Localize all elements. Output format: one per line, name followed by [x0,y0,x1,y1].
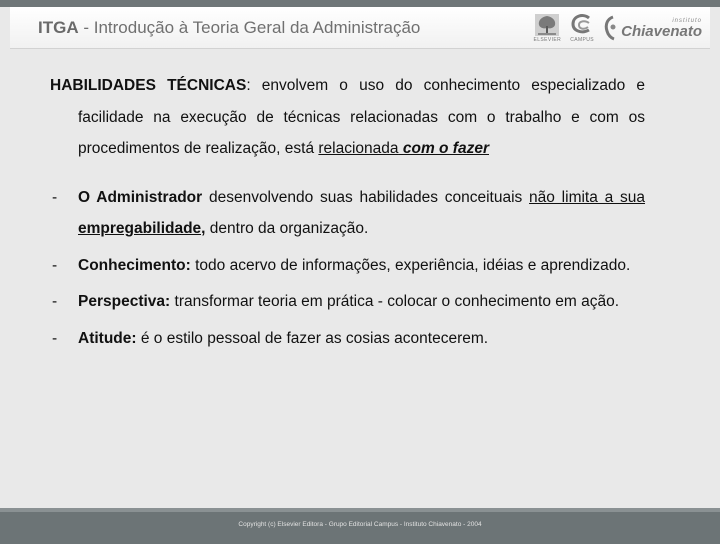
elsevier-caption: ELSEVIER [533,36,562,43]
item-text: todo acervo de informações, experiência, idéias e aprendizado. [190,256,631,274]
intro-paragraph [50,70,645,165]
list-item-perspectiva [50,286,645,318]
bullet-dash: - [52,256,58,274]
bullet-dash: - [52,293,58,310]
chiavenato-name: Chiavenato [621,22,702,40]
title-text: - Introdução à Teoria Geral da Administração [78,18,421,37]
title-acronym: ITGA [38,18,79,37]
intro-underlined: relacionada [318,140,399,157]
top-bar [0,0,720,7]
intro-label [50,77,251,94]
slide-header [10,7,710,49]
intro-text: envolvem o uso do conhecimento especializado e facilidade na execução de técnicas relacionadas com o trabalho e com os procedimentos de realização, está [78,77,645,157]
chiavenato-logo [603,15,702,41]
elsevier-logo [533,14,561,43]
item-text: desenvolvendo suas habilidades conceituais [202,188,530,206]
campus-swoosh-icon [569,14,595,36]
bullet-dash: - [52,188,58,206]
publisher-logos [533,12,702,44]
bullet-dash: - [52,329,58,347]
chiavenato-small-text: instituto [672,17,702,24]
item-term: Conhecimento: [78,256,191,274]
item-text: é o estilo pessoal de fazer as cosias acontecerem. [136,329,489,347]
copyright-text: Copyright (c) Elsevier Editora - Grupo Editorial Campus - Instituto Chiavenato - 2004 [238,521,482,528]
chiavenato-emblem-icon [603,15,619,41]
intro-label-text: HABILIDADES TÉCNICAS [50,77,247,94]
item-underlined-phrase: não limita a sua [529,188,646,206]
slide-body [50,70,645,359]
item-underlined-bold: empregabilidade, [78,220,206,237]
slide-title [38,18,420,38]
campus-logo [569,14,595,43]
slide-footer [0,508,720,544]
list-item-conhecimento [50,250,645,282]
intro-label-colon: : [246,77,251,94]
elsevier-tree-icon [535,14,559,36]
item-term: O Administrador [78,188,203,206]
list-item-administrador [50,182,645,245]
campus-caption: CAMPUS [570,36,595,43]
intro-emphasis: com o fazer [398,140,489,157]
item-term: Perspectiva: [78,293,171,310]
item-text: transformar teoria em prática - colocar o conhecimento em ação. [170,293,620,310]
item-text-end: dentro da organização. [205,220,369,237]
item-term: Atitude: [78,329,137,347]
list-item-atitude [50,323,645,355]
